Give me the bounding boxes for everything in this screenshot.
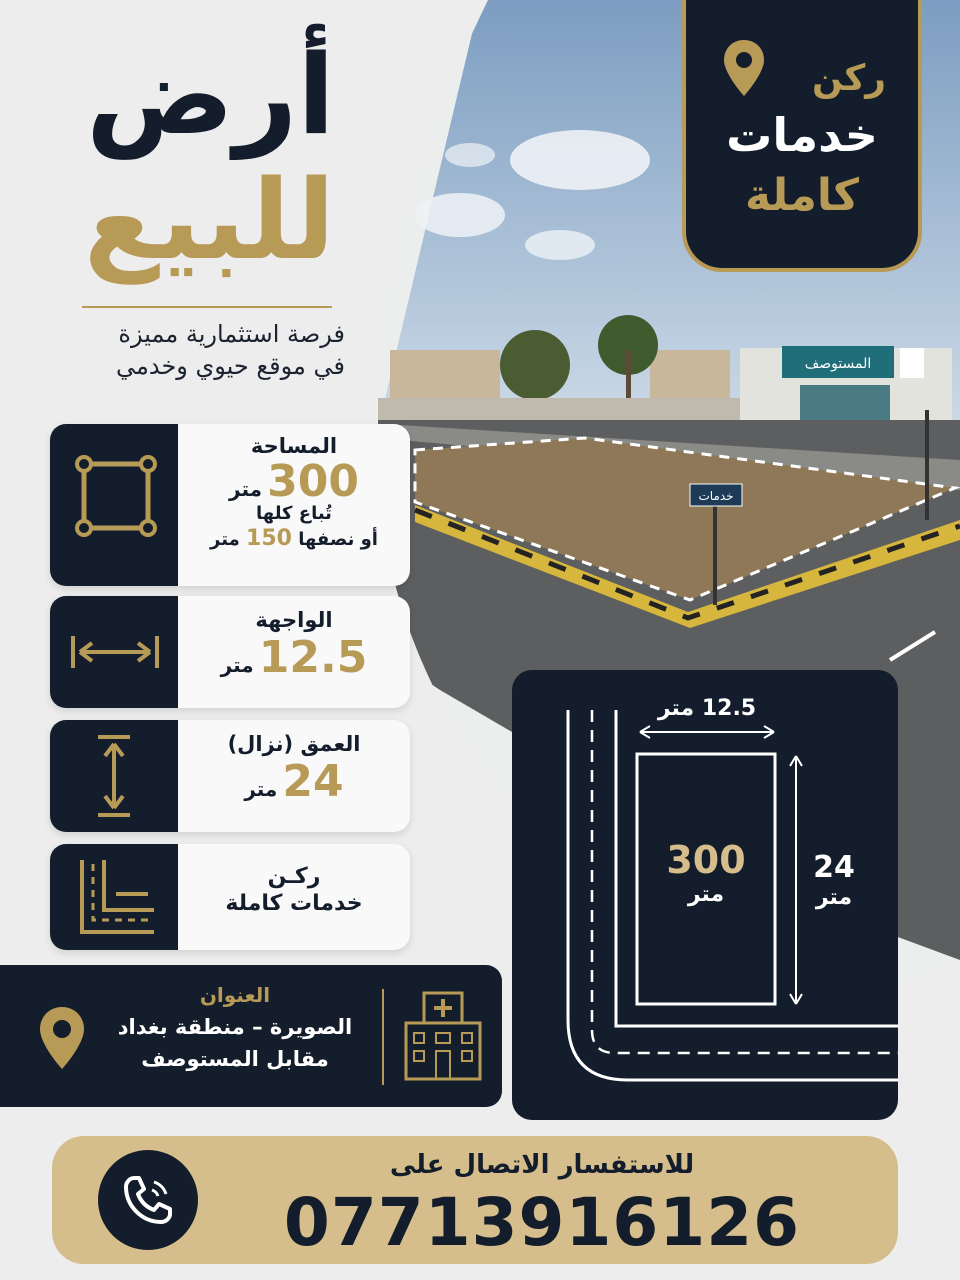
area-label: المساحة [250, 434, 338, 458]
phone-icon[interactable] [98, 1150, 198, 1250]
page-title-line1: أرض [85, 31, 335, 159]
corner-road-icon [76, 858, 156, 938]
hospital-icon [402, 991, 484, 1081]
badge-line2: خدمات [726, 108, 878, 162]
diagram-area-unit: متر [687, 882, 725, 907]
page-title-line2: للبيع [83, 156, 335, 284]
contact-bar [52, 1136, 898, 1264]
area-value: 300 [267, 456, 359, 507]
area-note2-value: 150 [246, 526, 292, 551]
corner-badge [682, 0, 922, 272]
frontage-label: الواجهة [255, 608, 333, 632]
horizontal-arrows-icon [70, 632, 160, 672]
frontage-card [50, 596, 410, 708]
plot-diagram [512, 670, 898, 1120]
address-divider [382, 989, 384, 1085]
area-note2-prefix: أو نصفها [298, 529, 378, 550]
vertical-arrows-icon [94, 734, 134, 818]
subtitle [15, 318, 345, 383]
phone-number[interactable]: 07713916126 [283, 1184, 801, 1261]
subtitle-line2: في موقع حيوي وخدمي [115, 352, 345, 381]
location-pin-icon [722, 38, 766, 100]
corner-card [50, 844, 410, 950]
address-line1: الصويرة – منطقة بغداد [117, 1015, 353, 1039]
depth-unit: متر [244, 777, 278, 801]
diagram-width-label: 12.5 متر [657, 696, 757, 721]
area-card [50, 424, 410, 586]
location-pin-icon [38, 1005, 86, 1073]
street-sign: خدمات [698, 489, 734, 503]
area-note2-unit: متر [210, 529, 240, 550]
title-divider [82, 306, 332, 308]
corner-line2: خدمات كاملة [225, 891, 363, 916]
diagram-depth-unit: متر [815, 885, 853, 910]
area-unit: متر [229, 477, 263, 501]
depth-card [50, 720, 410, 832]
diagram-area-value: 300 [666, 838, 746, 882]
address-panel [0, 965, 502, 1107]
badge-line1: ركن [811, 58, 886, 99]
area-note2 [178, 526, 410, 551]
frontage-unit: متر [220, 653, 254, 677]
badge-line3: كاملة [745, 170, 859, 221]
diagram-depth-value: 24 [813, 850, 855, 885]
depth-value: 24 [282, 756, 344, 807]
depth-label: العمق (نزال) [227, 732, 361, 756]
frontage-value: 12.5 [258, 632, 368, 683]
square-area-icon [74, 454, 158, 538]
subtitle-line1: فرصة استثمارية مميزة [118, 320, 345, 348]
address-line2: مقابل المستوصف [141, 1047, 329, 1071]
corner-line1: ركـن [267, 864, 321, 889]
contact-label: للاستفسار الاتصال على [389, 1150, 695, 1180]
clinic-sign: المستوصف [804, 356, 872, 372]
address-label: العنوان [199, 983, 271, 1007]
area-note1: تُباع كلها [256, 503, 332, 524]
